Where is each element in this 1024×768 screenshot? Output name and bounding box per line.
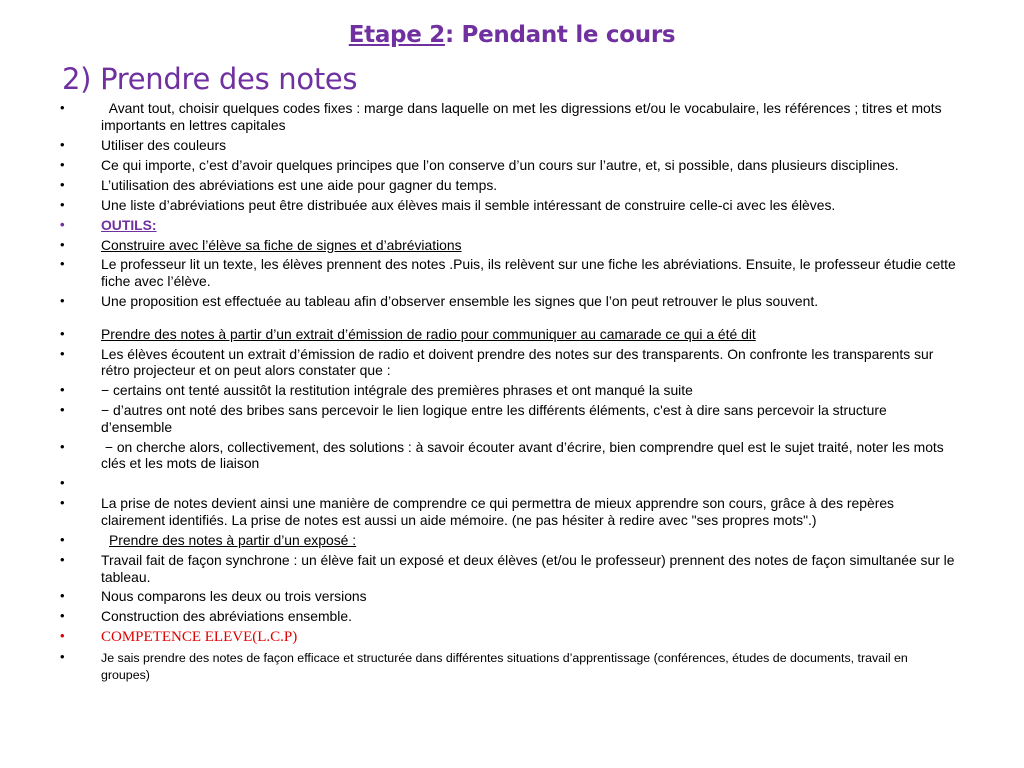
bullet-list — [0, 100, 960, 686]
tools-heading: OUTILS: — [101, 216, 157, 233]
list-item — [0, 256, 960, 289]
list-item — [0, 157, 960, 174]
item-text: L’utilisation des abréviations est une aide pour gagner du temps. — [101, 176, 498, 193]
subsection-heading: Prendre des notes à partir d’un exposé : — [109, 531, 357, 548]
list-item — [0, 326, 960, 343]
bullet-icon: • — [60, 236, 65, 252]
list-item — [0, 495, 960, 528]
bullet-icon: • — [60, 256, 65, 272]
list-item — [0, 552, 960, 585]
list-item — [0, 177, 960, 194]
item-text: Travail fait de façon synchrone : un élève fait un exposé et deux élèves (et/ou le professeur) prennent des notes de façon simultanée sur le tableau. — [101, 551, 955, 585]
item-text: Nous comparons les deux ou trois versions — [101, 588, 367, 605]
bullet-icon: • — [60, 588, 65, 604]
bullet-icon: • — [60, 176, 65, 192]
list-item — [0, 100, 960, 133]
bullet-icon: • — [60, 438, 65, 454]
list-item — [0, 137, 960, 154]
list-item — [0, 475, 960, 492]
item-text: − d’autres ont noté des bribes sans percevoir le lien logique entre les différents éléments, c'est à dire sans percevoir la structure d’ensemble — [101, 402, 887, 435]
subsection-heading: Prendre des notes à partir d’un extrait d’émission de radio pour communiquer au camarade ce qui a été dit — [101, 325, 756, 342]
bullet-icon: • — [60, 136, 65, 152]
bullet-icon: • — [60, 100, 65, 115]
item-text: Ce qui importe, c’est d’avoir quelques principes que l’on conserve d’un cours sur l’autre, et, si possible, dans plusieurs disciplines. — [101, 156, 899, 173]
list-item — [0, 382, 960, 399]
bullet-icon: • — [60, 649, 65, 665]
section-heading: 2) Prendre des notes — [62, 62, 358, 96]
title-step: Etape 2 — [348, 22, 445, 48]
subsection-heading: Construire avec l’élève sa fiche de signes et d’abréviations — [101, 236, 462, 253]
item-text: Une liste d’abréviations peut être distribuée aux élèves mais il semble intéressant de construire celle-ci avec les élèves. — [101, 196, 836, 213]
bullet-icon: • — [60, 196, 65, 212]
item-text: Une proposition est effectuée au tableau afin d’observer ensemble les signes que l’on peut retrouver le plus souvent. — [101, 293, 819, 310]
item-text: − certains ont tenté aussitôt la restitution intégrale des premières phrases et ont manqué la suite — [101, 382, 693, 399]
list-item — [0, 588, 960, 605]
bullet-icon: • — [60, 216, 65, 232]
list-item — [0, 217, 960, 234]
list-item — [0, 402, 960, 435]
slide-title — [0, 22, 1024, 48]
item-text: Construction des abréviations ensemble. — [101, 608, 352, 625]
bullet-icon: • — [60, 345, 65, 361]
bullet-icon: • — [60, 551, 65, 567]
bullet-icon: • — [60, 495, 65, 511]
list-item — [0, 346, 960, 379]
list-item — [0, 439, 960, 472]
item-text: La prise de notes devient ainsi une manière de comprendre ce qui permettra de mieux apprendre son cours, grâce à des repères clairement identifiés. La prise de notes est aussi un aide mémoire. (ne pas hésiter à redire avec "ses propres mots".) — [101, 495, 894, 528]
list-item — [0, 237, 960, 254]
bullet-icon: • — [60, 608, 65, 624]
list-item — [0, 608, 960, 625]
item-text: Utiliser des couleurs — [101, 136, 227, 153]
bullet-icon: • — [60, 475, 65, 491]
bullet-icon: • — [60, 325, 65, 341]
list-item — [0, 293, 960, 310]
bullet-icon: • — [60, 531, 65, 547]
item-text: Le professeur lit un texte, les élèves prennent des notes .Puis, ils relèvent sur une fiche les abréviations. Ensuite, le professeur étudie cette fiche avec l’élève. — [101, 256, 956, 290]
bullet-icon: • — [60, 293, 65, 309]
competence-heading: COMPETENCE ELEVE(L.C.P) — [101, 629, 298, 646]
bullet-icon: • — [60, 628, 65, 644]
list-item — [0, 532, 960, 549]
item-text: − on cherche alors, collectivement, des solutions : à savoir écouter avant d’écrire, bien comprendre quel est le sujet traité, noter les mots clés et les mots de liaison — [101, 438, 948, 472]
item-text: Avant tout, choisir quelques codes fixes : marge dans laquelle on met les digressions et/ou le vocabulaire, les références ; titres et mots importants en lettres capitales — [101, 100, 946, 133]
list-item — [0, 197, 960, 214]
bullet-icon: • — [60, 156, 65, 172]
list-item — [0, 649, 960, 682]
list-item — [0, 628, 960, 646]
bullet-icon: • — [60, 382, 65, 398]
title-rest: : Pendant le cours — [444, 22, 676, 48]
bullet-icon: • — [60, 402, 65, 418]
item-text: Les élèves écoutent un extrait d’émission de radio et doivent prendre des notes sur des transparents. On confronte les transparents sur rétro projecteur et on peut alors constater que : — [101, 345, 934, 379]
item-text: Je sais prendre des notes de façon efficace et structurée dans différentes situations d’apprentissage (conférences, études de documents, travail en groupes) — [101, 651, 908, 683]
